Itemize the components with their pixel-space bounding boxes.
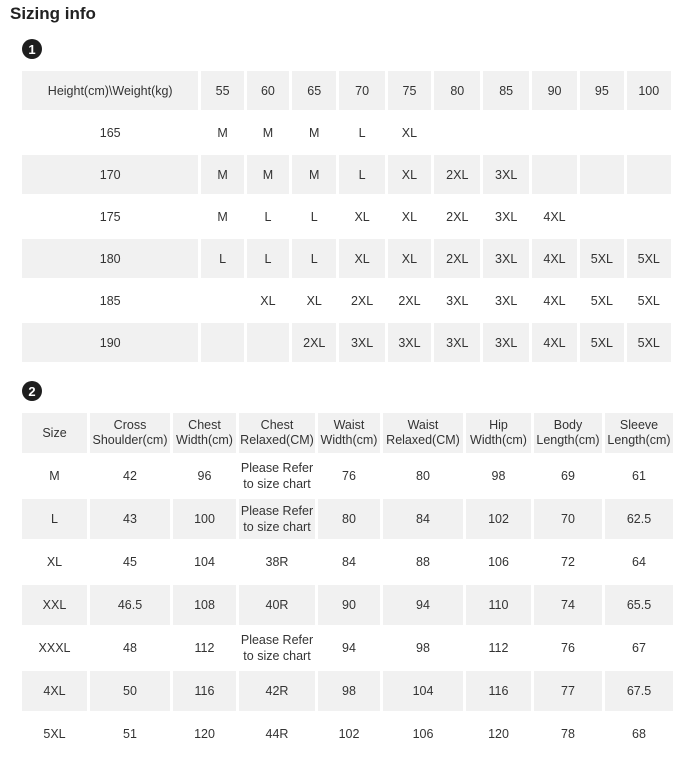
table-cell: 77 bbox=[534, 671, 602, 711]
column-header-line: Length(cm) bbox=[607, 433, 671, 447]
table-cell: 102 bbox=[466, 499, 531, 539]
table-cell: 112 bbox=[488, 641, 509, 655]
height-weight-size-table bbox=[19, 68, 674, 365]
table-cell: 5XL bbox=[580, 239, 623, 278]
table-cell: 3XL bbox=[483, 155, 528, 194]
table-cell: 75 bbox=[388, 71, 431, 110]
table-cell: XL bbox=[354, 209, 370, 224]
column-header-line: Width(cm) bbox=[176, 433, 233, 447]
table-cell bbox=[580, 155, 623, 194]
table-cell: 76 bbox=[561, 641, 575, 655]
table-cell bbox=[627, 197, 671, 236]
table-cell: 51 bbox=[123, 727, 137, 741]
column-header-line: Relaxed(CM) bbox=[386, 433, 460, 447]
table-cell: 40R bbox=[239, 585, 315, 625]
table-cell: XL bbox=[46, 555, 63, 569]
table-cell: 67.5 bbox=[605, 671, 673, 711]
table-cell: 5XL bbox=[43, 727, 66, 741]
page-title: Sizing info bbox=[10, 4, 96, 23]
table-cell: 48 bbox=[123, 641, 137, 655]
table-cell: 90 bbox=[318, 585, 380, 625]
table-cell: 3XL bbox=[495, 209, 518, 224]
column-header bbox=[173, 413, 236, 453]
table-cell: 84 bbox=[383, 499, 463, 539]
column-header-line: Chest bbox=[188, 418, 221, 432]
table-cell: 190 bbox=[22, 323, 198, 362]
table-row bbox=[22, 585, 673, 625]
column-header bbox=[90, 413, 170, 453]
table-row bbox=[22, 197, 671, 236]
table-cell bbox=[532, 155, 577, 194]
table-cell bbox=[483, 113, 528, 152]
table-cell: 64 bbox=[632, 555, 646, 569]
table-cell: Please Refer to size chart bbox=[239, 499, 315, 539]
table-cell: 120 bbox=[194, 727, 215, 741]
table-cell: 70 bbox=[534, 499, 602, 539]
table-cell: 42 bbox=[123, 469, 137, 483]
table-cell: 5XL bbox=[637, 293, 660, 308]
table-cell: 84 bbox=[342, 555, 356, 569]
table-cell: 98 bbox=[416, 641, 430, 655]
column-header-line: Relaxed(CM) bbox=[240, 433, 314, 447]
table-row bbox=[22, 542, 673, 582]
table-cell: 120 bbox=[488, 727, 509, 741]
table-cell: L bbox=[358, 125, 366, 140]
table-cell: 106 bbox=[412, 727, 434, 741]
table-cell: 88 bbox=[416, 555, 430, 569]
table-cell: 61 bbox=[632, 469, 646, 483]
table-cell: M bbox=[201, 155, 243, 194]
table-cell: 106 bbox=[488, 555, 509, 569]
table-cell: 67 bbox=[632, 641, 646, 655]
table-row bbox=[22, 714, 673, 754]
table-cell: 38R bbox=[265, 555, 289, 569]
table-cell: Height(cm)\Weight(kg) bbox=[22, 71, 198, 110]
table-cell: 94 bbox=[342, 641, 356, 655]
table-cell: M bbox=[292, 155, 336, 194]
table-cell: M bbox=[262, 125, 274, 140]
table-cell: 104 bbox=[383, 671, 463, 711]
table-row bbox=[22, 499, 673, 539]
table-cell: 72 bbox=[561, 555, 575, 569]
column-header bbox=[239, 413, 315, 453]
section-number-badge: 2 bbox=[22, 381, 42, 401]
table-cell: 80 bbox=[416, 469, 430, 483]
table-cell: 3XL bbox=[388, 323, 431, 362]
table-cell bbox=[247, 323, 289, 362]
column-header-line: Size bbox=[42, 425, 67, 440]
column-header-line: Cross bbox=[113, 418, 147, 432]
table-cell bbox=[627, 113, 671, 152]
column-header bbox=[466, 413, 531, 453]
column-header-line: Waist bbox=[333, 418, 365, 432]
table-cell: L bbox=[22, 499, 87, 539]
table-cell: 4XL bbox=[532, 239, 577, 278]
table-cell: 98 bbox=[491, 469, 506, 483]
table-cell: L bbox=[339, 155, 384, 194]
table-cell: 2XL bbox=[434, 155, 480, 194]
table-cell: 80 bbox=[434, 71, 480, 110]
table-cell: 100 bbox=[173, 499, 236, 539]
table-cell: 3XL bbox=[434, 323, 480, 362]
table-cell: 2XL bbox=[350, 293, 374, 308]
table-cell: L bbox=[264, 209, 272, 224]
table-cell: 185 bbox=[99, 293, 121, 308]
table-cell: 65 bbox=[292, 71, 336, 110]
column-header-line: Shoulder(cm) bbox=[92, 433, 168, 447]
table-cell: 5XL bbox=[627, 239, 671, 278]
table-cell: 3XL bbox=[339, 323, 384, 362]
table-cell: 3XL bbox=[483, 239, 528, 278]
table-cell: 50 bbox=[90, 671, 170, 711]
table-row bbox=[22, 155, 671, 194]
column-header-line: Width(cm) bbox=[470, 433, 527, 447]
table-cell: 69 bbox=[561, 469, 575, 483]
garment-measurement-table bbox=[19, 410, 676, 757]
table-cell: 5XL bbox=[627, 323, 671, 362]
table-cell: 165 bbox=[99, 125, 121, 140]
table-cell bbox=[201, 323, 243, 362]
table-row bbox=[22, 323, 671, 362]
table-cell bbox=[580, 113, 623, 152]
table-cell: 2XL bbox=[292, 323, 336, 362]
table-cell: XXL bbox=[22, 585, 87, 625]
table-cell: 98 bbox=[318, 671, 380, 711]
table-cell: XL bbox=[388, 155, 431, 194]
table-cell: XL bbox=[339, 239, 384, 278]
table-row bbox=[22, 456, 673, 496]
table-cell: XL bbox=[306, 293, 322, 308]
table-cell: 5XL bbox=[590, 293, 613, 308]
table-cell: 5XL bbox=[580, 323, 623, 362]
table-row bbox=[22, 671, 673, 711]
table-cell: 3XL bbox=[495, 293, 518, 308]
column-header-line: Chest bbox=[260, 418, 294, 432]
table-cell: 45 bbox=[123, 555, 137, 569]
table-cell: 104 bbox=[194, 555, 215, 569]
table-cell: M bbox=[309, 125, 320, 140]
table-cell: 55 bbox=[201, 71, 243, 110]
table-cell: Please Refer to size chart bbox=[240, 633, 314, 663]
table-cell: 94 bbox=[383, 585, 463, 625]
table-cell: 60 bbox=[247, 71, 289, 110]
table-row bbox=[22, 239, 671, 278]
table-cell: 110 bbox=[466, 585, 531, 625]
table-cell: Please Refer to size chart bbox=[240, 461, 314, 491]
table-cell: 2XL bbox=[398, 293, 421, 308]
table-cell: 95 bbox=[580, 71, 623, 110]
table-cell: L bbox=[292, 239, 336, 278]
table-cell: M bbox=[247, 155, 289, 194]
table-cell bbox=[532, 113, 577, 152]
table-cell: 74 bbox=[534, 585, 602, 625]
table-cell: 4XL bbox=[22, 671, 87, 711]
table-cell: 112 bbox=[194, 641, 215, 655]
table-cell bbox=[627, 155, 671, 194]
table-cell: 3XL bbox=[483, 323, 528, 362]
table-cell: XL bbox=[388, 239, 431, 278]
table-cell: 175 bbox=[99, 209, 121, 224]
column-header-line: Hip bbox=[489, 418, 508, 432]
table-cell bbox=[201, 281, 243, 320]
column-header-line: Body bbox=[553, 418, 583, 432]
table-cell: 44R bbox=[265, 727, 289, 741]
column-header-line: Width(cm) bbox=[320, 433, 378, 447]
table-cell: XL bbox=[401, 125, 418, 140]
table-row bbox=[22, 113, 671, 152]
table-cell: 2XL bbox=[446, 209, 469, 224]
table-cell: 78 bbox=[561, 727, 575, 741]
table-cell: L bbox=[201, 239, 243, 278]
table-header-row bbox=[22, 413, 673, 453]
table-cell: 108 bbox=[173, 585, 236, 625]
table-cell bbox=[434, 113, 480, 152]
table-cell: 102 bbox=[338, 727, 360, 741]
table-cell: 4XL bbox=[543, 293, 566, 308]
table-cell: 42R bbox=[239, 671, 315, 711]
table-cell: 85 bbox=[483, 71, 528, 110]
table-header-row bbox=[22, 71, 671, 110]
table-cell: XXXL bbox=[38, 641, 71, 655]
table-cell: 62.5 bbox=[605, 499, 673, 539]
column-header-line: Length(cm) bbox=[536, 433, 600, 447]
table-cell: 100 bbox=[627, 71, 671, 110]
column-header bbox=[383, 413, 463, 453]
table-cell: 70 bbox=[339, 71, 384, 110]
table-cell: 4XL bbox=[532, 323, 577, 362]
table-cell: 80 bbox=[318, 499, 380, 539]
table-cell: L bbox=[247, 239, 289, 278]
section-number-badge: 1 bbox=[22, 39, 42, 59]
table-cell: 96 bbox=[197, 469, 212, 483]
column-header bbox=[605, 413, 673, 453]
table-cell: 116 bbox=[173, 671, 236, 711]
table-cell: M bbox=[217, 209, 228, 224]
column-header-line: Waist bbox=[407, 418, 439, 432]
table-cell: 4XL bbox=[543, 209, 566, 224]
table-cell: XL bbox=[401, 209, 418, 224]
table-cell: 68 bbox=[632, 727, 646, 741]
table-cell: 170 bbox=[22, 155, 198, 194]
table-cell: 180 bbox=[22, 239, 198, 278]
column-header bbox=[534, 413, 602, 453]
column-header bbox=[22, 413, 87, 453]
table-cell: 43 bbox=[90, 499, 170, 539]
table-cell: 76 bbox=[342, 469, 356, 483]
table-row bbox=[22, 628, 673, 668]
table-cell: 65.5 bbox=[605, 585, 673, 625]
table-cell bbox=[580, 197, 623, 236]
table-cell: XL bbox=[260, 293, 276, 308]
table-cell: 116 bbox=[466, 671, 531, 711]
table-cell: 90 bbox=[532, 71, 577, 110]
table-cell: L bbox=[310, 209, 318, 224]
table-cell: M bbox=[217, 125, 228, 140]
column-header-line: Sleeve bbox=[619, 418, 659, 432]
table-cell: 46.5 bbox=[90, 585, 170, 625]
column-header bbox=[318, 413, 380, 453]
table-cell: M bbox=[49, 469, 60, 483]
table-cell: 3XL bbox=[446, 293, 469, 308]
table-cell: 2XL bbox=[434, 239, 480, 278]
table-row bbox=[22, 281, 671, 320]
